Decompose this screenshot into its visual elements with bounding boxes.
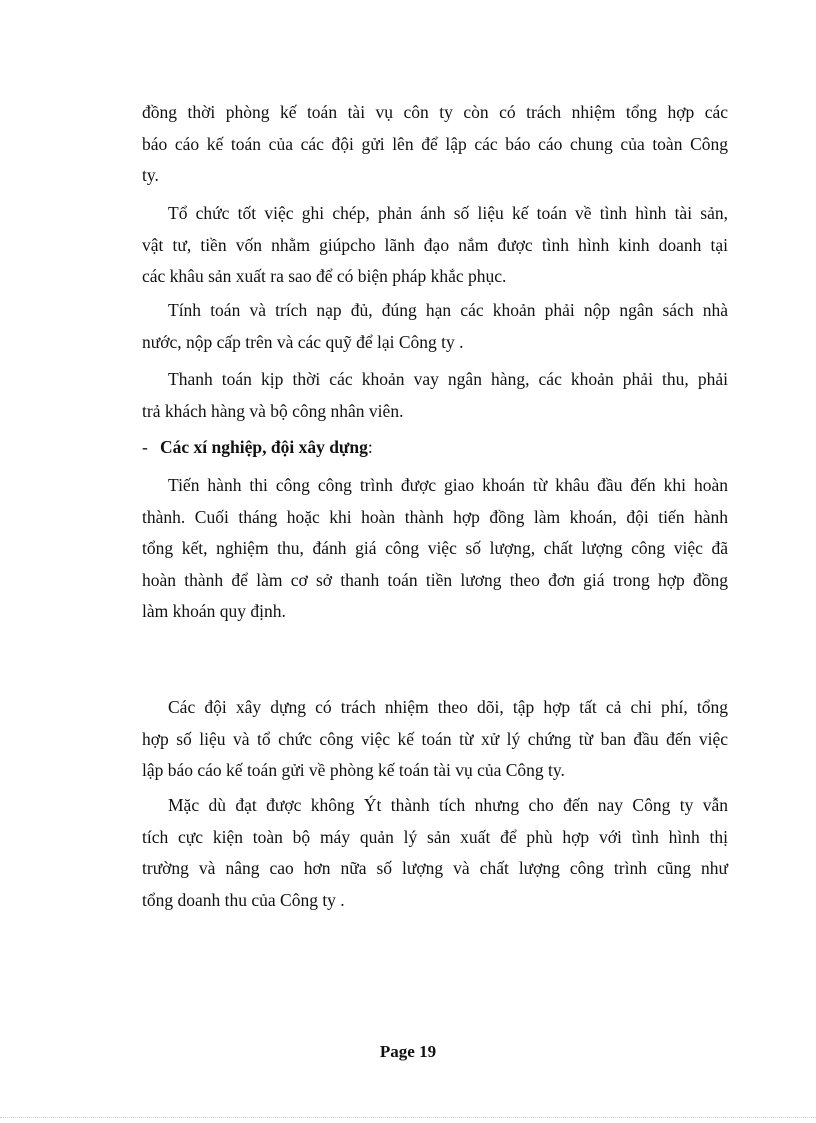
paragraph-construction bbox=[142, 470, 728, 628]
heading-text: Các xí nghiệp, đội xây dựng bbox=[160, 437, 368, 457]
text-line: hợp số liệu và tổ chức công việc kế toán từ xử lý chứng từ ban đầu đến việc bbox=[142, 728, 728, 749]
text-line: Các đội xây dựng có trách nhiệm theo dõi, tập hợp tất cả chi phí, tổng bbox=[168, 697, 728, 717]
paragraph-teams bbox=[142, 692, 728, 787]
heading-dash: - bbox=[142, 437, 148, 457]
text-line: báo cáo kế toán của các đội gửi lên để lập các báo cáo chung của toàn Công bbox=[142, 133, 728, 154]
text-line: lập báo cáo kế toán gửi về phòng kế toán tài vụ của Công ty. bbox=[142, 760, 565, 780]
text-line: ty. bbox=[142, 165, 159, 185]
text-line: tổng doanh thu của Công ty . bbox=[142, 889, 345, 910]
page-number: Page 19 bbox=[379, 1042, 437, 1061]
page-bottom-divider bbox=[0, 1117, 816, 1118]
text-line: Thanh toán kịp thời các khoản vay ngân hàng, các khoản phải thu, phải bbox=[168, 369, 728, 389]
section-heading bbox=[142, 432, 373, 464]
text-line: đồng thời phòng kế toán tài vụ côn ty còn có trách nhiệm tổng hợp các bbox=[142, 102, 728, 122]
heading-suffix: : bbox=[367, 437, 373, 457]
text-line: Tổ chức tốt việc ghi chép, phản ánh số liệu kế toán về tình hình tài sản, bbox=[168, 203, 728, 223]
text-line: Mặc dù đạt được không Ýt thành tích nhưng cho đến nay Công ty vẫn bbox=[168, 795, 728, 815]
text-line: thành. Cuối tháng hoặc khi hoàn thành hợp đồng làm khoán, đội tiến hành bbox=[142, 506, 728, 527]
text-line: trả khách hàng và bộ công nhân viên. bbox=[142, 400, 404, 421]
paragraph-payments bbox=[142, 364, 728, 427]
paragraph-achievements bbox=[142, 790, 728, 916]
text-line: vật tư, tiền vốn nhằm giúpcho lãnh đạo nắm được tình hình kinh doanh tại bbox=[142, 234, 728, 255]
text-line: làm khoán quy định. bbox=[142, 601, 286, 621]
text-line: các khâu sản xuất ra sao để có biện pháp khắc phục. bbox=[142, 266, 507, 286]
text-line: trường và nâng cao hơn nữa số lượng và chất lượng công trình cũng như bbox=[142, 858, 728, 878]
text-line: Tính toán và trích nạp đủ, đúng hạn các khoản phải nộp ngân sách nhà bbox=[168, 300, 728, 320]
text-line: hoàn thành để làm cơ sở thanh toán tiền lương theo đơn giá trong hợp đồng bbox=[142, 569, 728, 590]
text-line: tích cực kiện toàn bộ máy quản lý sản xuất để phù hợp với tình hình thị bbox=[142, 826, 728, 847]
paragraph-recording bbox=[142, 198, 728, 293]
text-line: tổng kết, nghiệm thu, đánh giá công việc số lượng, chất lượng công việc đã bbox=[142, 538, 728, 558]
text-line: nước, nộp cấp trên và các quỹ để lại Công ty . bbox=[142, 331, 464, 352]
text-line: Tiến hành thi công công trình được giao khoán từ khâu đầu đến khi hoàn bbox=[168, 475, 728, 495]
paragraph-budget bbox=[142, 295, 728, 358]
paragraph-accounting-duties bbox=[142, 97, 728, 192]
